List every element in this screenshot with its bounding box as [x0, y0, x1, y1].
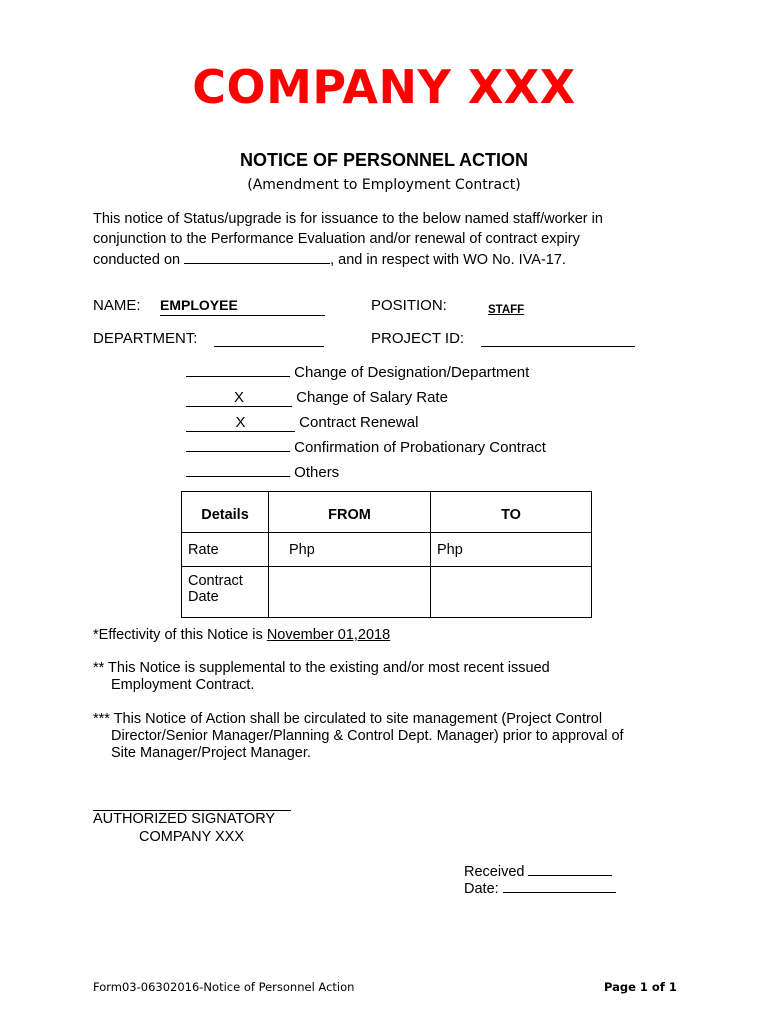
action-label: Confirmation of Probationary Contract: [294, 439, 546, 456]
action-mark[interactable]: X: [186, 390, 292, 407]
table-header-to: TO: [431, 492, 592, 533]
position-field[interactable]: [488, 300, 524, 318]
name-label: NAME:: [93, 297, 141, 314]
action-mark[interactable]: [186, 451, 290, 452]
date-blank[interactable]: [503, 879, 616, 893]
table-cell-from[interactable]: [269, 567, 431, 618]
supplemental-note-line-2: Employment Contract.: [111, 677, 255, 693]
circulation-note-line-1: *** This Notice of Action shall be circulated to site management (Project Control: [93, 711, 603, 727]
position-value: STAFF: [488, 304, 525, 316]
intro-line-3-suffix: , and in respect with WO No. IVA-17.: [330, 252, 566, 268]
intro-line-3-prefix: conducted on: [93, 252, 181, 268]
table-row: [182, 567, 592, 618]
signatory-role: AUTHORIZED SIGNATORY: [93, 811, 276, 827]
table-header-details: Details: [182, 492, 269, 533]
circulation-note-line-3: Site Manager/Project Manager.: [111, 745, 311, 761]
footer-page-number: Page 1 of 1: [604, 980, 677, 994]
received-field[interactable]: [464, 862, 612, 880]
action-mark[interactable]: [186, 376, 290, 377]
action-option-others[interactable]: [186, 464, 339, 481]
action-label: Contract Renewal: [299, 414, 419, 431]
footer-form-id: Form03-06302016-Notice of Personnel Action: [93, 980, 355, 994]
table-header-from: FROM: [269, 492, 431, 533]
conducted-on-blank[interactable]: [184, 249, 330, 264]
action-label: Change of Salary Rate: [296, 389, 448, 406]
effectivity-note: [93, 627, 673, 644]
table-cell-from[interactable]: Php: [269, 533, 431, 567]
received-label: Received: [464, 864, 525, 880]
received-blank[interactable]: [528, 862, 612, 876]
name-field[interactable]: [160, 297, 325, 316]
effectivity-prefix: *Effectivity of this Notice is: [93, 627, 263, 643]
date-label: Date:: [464, 881, 499, 897]
action-option-contract-renewal[interactable]: [186, 414, 418, 432]
effectivity-date: November 01,2018: [266, 627, 391, 643]
action-mark[interactable]: X: [186, 415, 295, 432]
action-label: Change of Designation/Department: [294, 364, 530, 381]
action-option-probationary[interactable]: [186, 439, 546, 456]
action-mark[interactable]: [186, 476, 290, 477]
date-field[interactable]: [464, 879, 616, 897]
table-cell-label: Rate: [182, 533, 269, 567]
intro-line-2: conjunction to the Performance Evaluation and/or renewal of contract expiry: [93, 231, 580, 247]
circulation-note: [93, 711, 673, 762]
signatory-company: COMPANY XXX: [139, 829, 245, 845]
document-title: NOTICE OF PERSONNEL ACTION: [239, 150, 529, 170]
table-cell-label: Contract Date: [182, 567, 269, 618]
circulation-note-line-2: Director/Senior Manager/Planning & Control Dept. Manager) prior to approval of: [111, 728, 624, 744]
supplemental-note-line-1: ** This Notice is supplemental to the existing and/or most recent issued: [93, 660, 550, 676]
action-option-designation[interactable]: [186, 364, 529, 381]
action-option-salary-rate[interactable]: [186, 389, 448, 407]
supplemental-note: [93, 660, 673, 694]
table-cell-to[interactable]: Php: [431, 533, 592, 567]
action-label: Others: [294, 464, 340, 481]
intro-line-3: [93, 249, 673, 270]
company-name: COMPANY XXX: [192, 60, 576, 114]
table-row: [182, 533, 592, 567]
table-header-row: [182, 492, 592, 533]
position-label: POSITION:: [371, 297, 447, 314]
department-blank[interactable]: [214, 331, 324, 347]
document-subtitle: (Amendment to Employment Contract): [247, 177, 521, 193]
intro-paragraph: [93, 209, 673, 270]
project-id-blank[interactable]: [481, 331, 635, 347]
table-cell-to[interactable]: [431, 567, 592, 618]
name-value: EMPLOYEE: [160, 297, 238, 313]
intro-line-1: This notice of Status/upgrade is for issuance to the below named staff/worker in: [93, 211, 603, 227]
project-id-label: PROJECT ID:: [371, 330, 465, 347]
details-table: [181, 491, 592, 618]
department-label: DEPARTMENT:: [93, 330, 198, 347]
